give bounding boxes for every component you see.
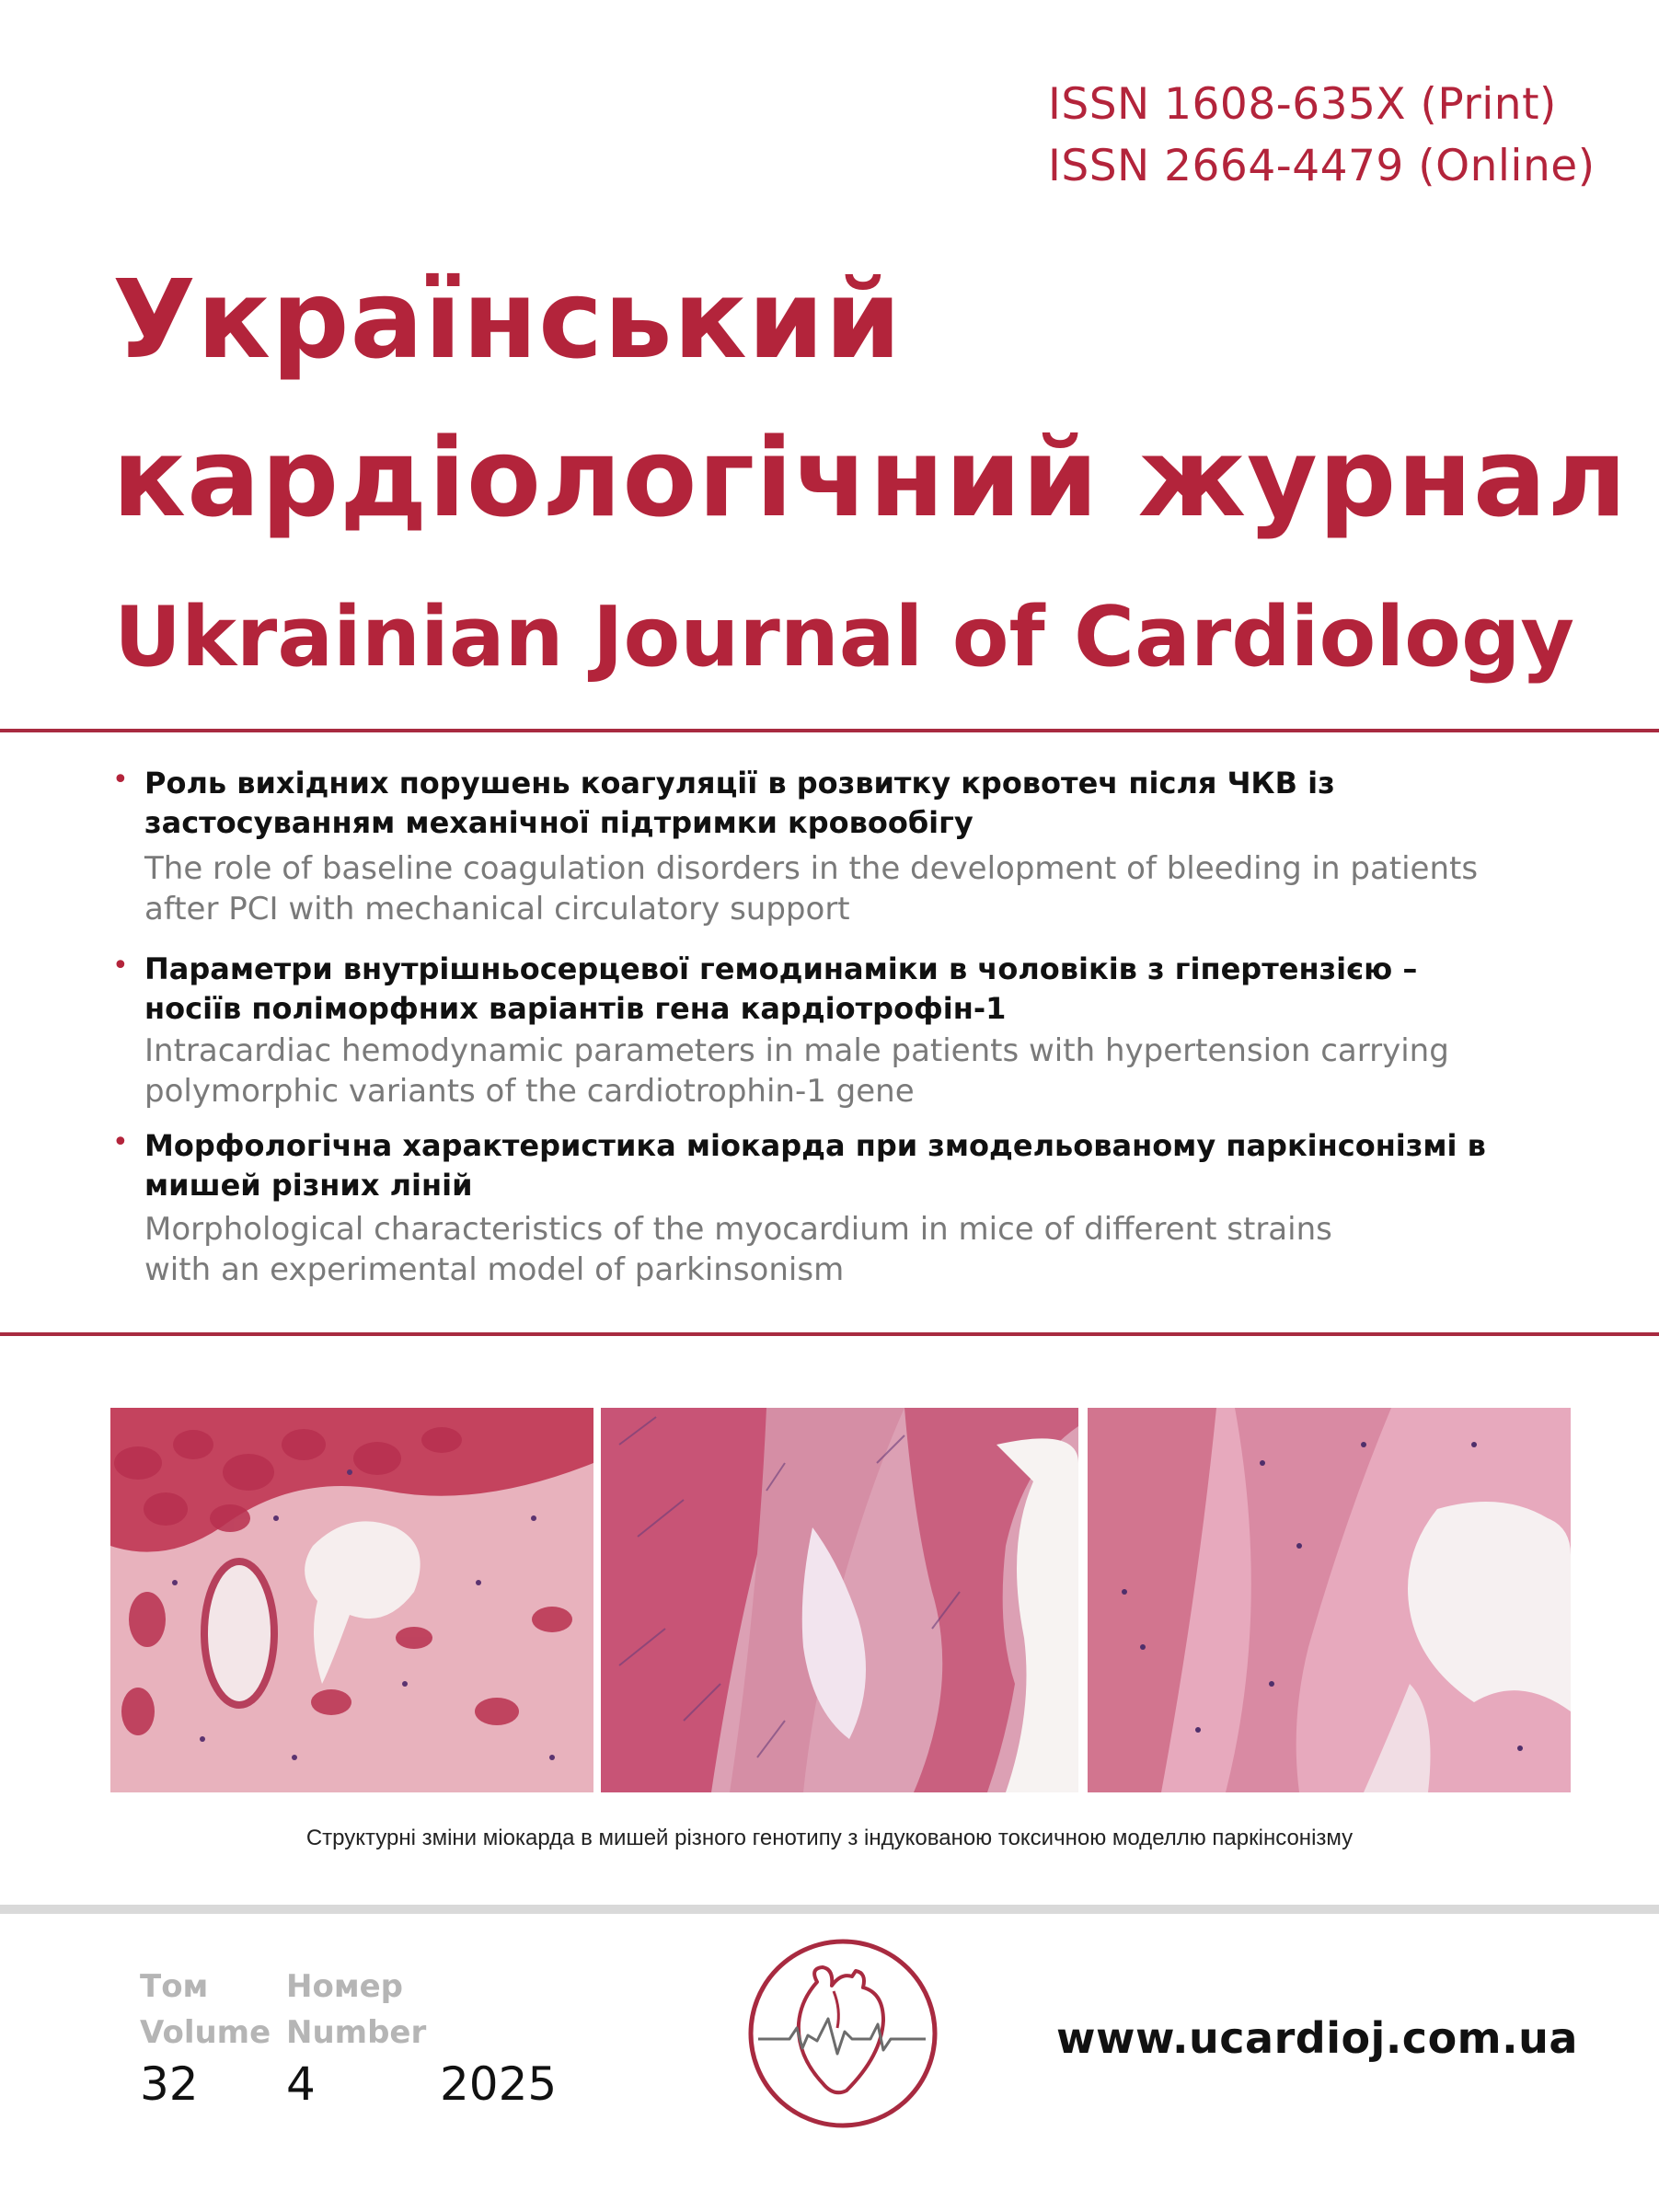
website-link[interactable]: www.ucardioj.com.ua: [1056, 2013, 1578, 2063]
heart-logo-icon: [745, 1936, 940, 2131]
article-2-title-ua: Параметри внутрішньосерцевої гемодинаміки в чоловіків з гіпертензією – носіїв поліморфних варіантів гена кардіотрофін-1: [144, 951, 1418, 1026]
article-1-bullet: •: [112, 764, 129, 796]
volume-value: 32: [140, 2057, 199, 2111]
figure-caption: Структурні зміни міокарда в мишей різного генотипу з індукованою токсичною моделлю паркінсонізму: [305, 1826, 1354, 1850]
issn-print: ISSN 1608-635X (Print): [1048, 79, 1557, 130]
article-3-title-en: Morphological characteristics of the myocardium in mice of different strains with an experimental model of parkinsonism: [144, 1211, 1332, 1288]
journal-title-en: Ukrainian Journal of Cardiology: [114, 589, 1575, 685]
article-1-title-ua: Роль вихідних порушень коагуляції в розвитку кровотеч після ЧКВ із застосуванням механічної підтримки кровообігу: [144, 766, 1335, 840]
histology-image-2: [601, 1408, 1078, 1792]
issn-online: ISSN 2664-4479 (Online): [1048, 141, 1596, 191]
histology-image-1: [110, 1408, 593, 1792]
article-1-title-en: The role of baseline coagulation disorders in the development of bleeding in patients after PCI with mechanical circulatory support: [144, 850, 1479, 927]
volume-label-en: Volume: [140, 2014, 271, 2051]
number-label-en: Number: [286, 2014, 427, 2051]
bottom-divider: [0, 1905, 1659, 1914]
histology-image-3: [1088, 1408, 1571, 1792]
journal-title-ua-line2: кардіологічний журнал: [112, 414, 1628, 541]
number-value: 4: [286, 2057, 316, 2111]
year-value: 2025: [440, 2057, 558, 2111]
middle-divider: [0, 1332, 1659, 1336]
article-3-bullet: •: [112, 1126, 129, 1158]
number-label-ua: Номер: [286, 1968, 404, 2005]
article-3-title-ua: Морфологічна характеристика міокарда при змодельованому паркінсонізмі в мишей різних ліній: [144, 1128, 1486, 1203]
journal-title-ua-line1: Український: [112, 256, 903, 383]
article-2-title-en: Intracardiac hemodynamic parameters in male patients with hypertension carrying polymorphic variants of the cardiotrophin-1 gene: [144, 1032, 1449, 1110]
top-divider: [0, 729, 1659, 732]
volume-label-ua: Том: [140, 1968, 209, 2005]
article-2-bullet: •: [112, 950, 129, 982]
